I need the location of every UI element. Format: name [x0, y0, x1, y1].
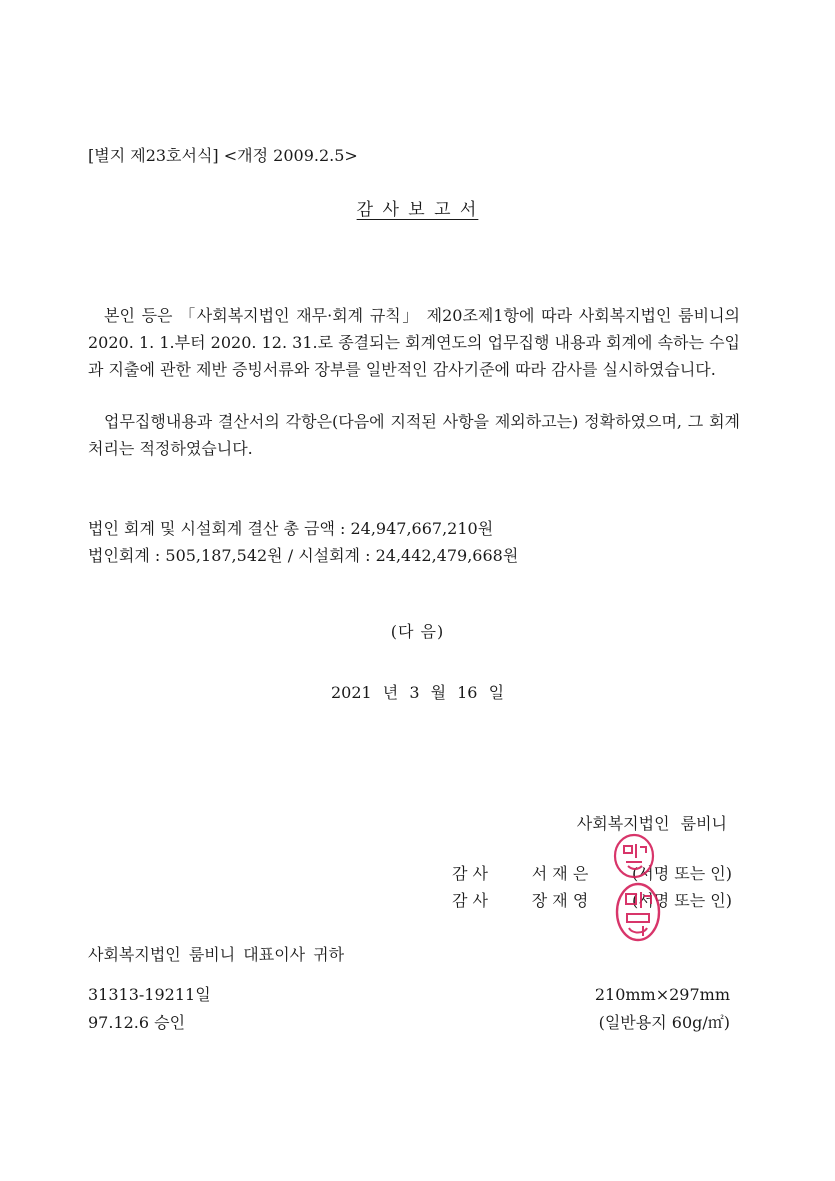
paper-type: (일반용지 60g/㎡) — [598, 1013, 730, 1032]
paper-size: 210mm×297mm — [594, 985, 730, 1004]
auditor-name: 장 재 영 — [531, 891, 589, 910]
body-paragraph-1: 본인 등은 「사회복지법인 재무·회계 규칙」 제20조제1항에 따라 사회복지법인 룸비니의 2020. 1. 1.부터 2020. 12. 31.로 종결되는 회계연도의 업무집행 내용과 회계에 속하는 수입과 지출에 관한 제반 증빙서류와 장부를 일반적인 감사기준에 따라 감사를 실시하였습니다. — [88, 306, 740, 379]
form-number: [별지 제23호서식] <개정 2009.2.5> — [88, 146, 358, 165]
seal-stamp-2 — [613, 880, 663, 944]
auditor-title: 감 사 — [452, 891, 488, 910]
amount-breakdown-line: 법인회계 : 505,187,542원 / 시설회계 : 24,442,479,668원 — [88, 546, 519, 565]
auditor-name: 서 재 은 — [531, 864, 589, 883]
auditor-row-1 — [452, 864, 732, 884]
auditor-title: 감 사 — [452, 864, 488, 883]
report-date: 2021 년 3 월 16 일 — [330, 683, 505, 702]
document-title: 감 사 보 고 서 — [356, 200, 479, 220]
sign-note: (서명 또는 인) — [632, 864, 732, 883]
addressee: 사회복지법인 룸비니 대표이사 귀하 — [88, 945, 345, 964]
form-code: 31313-19211일 — [88, 985, 211, 1004]
approval-date: 97.12.6 승인 — [88, 1013, 186, 1032]
total-amount-line: 법인 회계 및 시설회계 결산 총 금액 : 24,947,667,210원 — [88, 519, 494, 538]
body-paragraph-2: 업무집행내용과 결산서의 각항은(다음에 지적된 사항을 제외하고는) 정확하였으며, 그 회계처리는 적정하였습니다. — [88, 412, 740, 458]
sign-note: (서명 또는 인) — [632, 891, 732, 910]
corporation-name: 사회복지법인 룸비니 — [576, 814, 727, 833]
next-label: (다 음) — [390, 622, 445, 641]
auditor-row-2 — [452, 891, 732, 911]
seal-stamp-1 — [612, 832, 656, 880]
